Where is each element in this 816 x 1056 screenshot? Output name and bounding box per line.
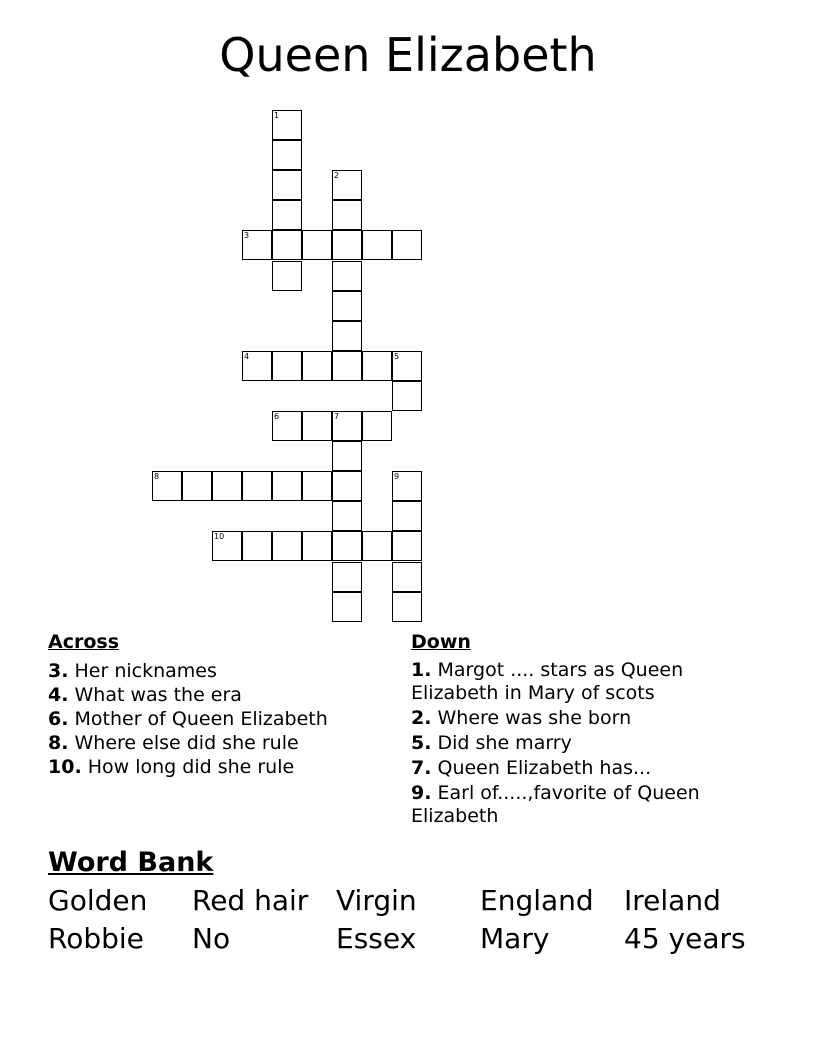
- grid-cell[interactable]: [302, 531, 332, 561]
- down-clue-list: [411, 659, 771, 830]
- grid-cell[interactable]: [272, 140, 302, 170]
- word-bank-item: Ireland: [624, 884, 721, 917]
- grid-cell[interactable]: [212, 531, 242, 561]
- grid-cell[interactable]: [332, 562, 362, 592]
- grid-cell[interactable]: [152, 471, 182, 501]
- grid-cell[interactable]: [332, 501, 362, 531]
- grid-cell[interactable]: [272, 261, 302, 291]
- clue-across-3: 3. Her nicknames: [48, 660, 217, 682]
- clue-down-7: 7. Queen Elizabeth has...: [411, 757, 652, 779]
- grid-cell[interactable]: [272, 471, 302, 501]
- grid-cell[interactable]: [272, 110, 302, 140]
- grid-cell[interactable]: [392, 351, 422, 381]
- grid-cell[interactable]: [332, 411, 362, 441]
- grid-cell[interactable]: [272, 230, 302, 260]
- cell-number: 6: [274, 412, 280, 421]
- grid-cell[interactable]: [392, 230, 422, 260]
- grid-cell[interactable]: [332, 592, 362, 622]
- grid-cell[interactable]: [302, 411, 332, 441]
- grid-cell[interactable]: [332, 351, 362, 381]
- grid-cell[interactable]: [272, 351, 302, 381]
- cell-number: 8: [154, 472, 160, 482]
- clue-across-4: 4. What was the era: [48, 684, 242, 706]
- grid-cell[interactable]: [332, 471, 362, 501]
- clue-across-8: 8. Where else did she rule: [48, 732, 299, 754]
- clue-down-1: 1. Margot .... stars as Queen Elizabeth in Mary of scots: [411, 659, 684, 704]
- grid-cell[interactable]: [362, 230, 392, 260]
- grid-cell[interactable]: [332, 261, 362, 291]
- down-heading: Down: [411, 631, 471, 653]
- grid-cell[interactable]: [242, 351, 272, 381]
- word-bank-item: England: [480, 884, 594, 917]
- clue-across-10: 10. How long did she rule: [48, 756, 295, 778]
- word-bank-item: Mary: [480, 922, 550, 955]
- grid-cell[interactable]: [242, 230, 272, 260]
- clue-down-2: 2. Where was she born: [411, 707, 632, 729]
- cell-number: 1: [274, 111, 280, 120]
- grid-cell[interactable]: [272, 170, 302, 200]
- cell-number: 2: [334, 171, 340, 181]
- grid-cell[interactable]: [392, 471, 422, 501]
- grid-cell[interactable]: [362, 411, 392, 441]
- grid-cell[interactable]: [332, 531, 362, 561]
- cell-number: 3: [244, 231, 250, 241]
- grid-cell[interactable]: [332, 170, 362, 200]
- clue-across-6: 6. Mother of Queen Elizabeth: [48, 708, 328, 730]
- grid-cell[interactable]: [272, 200, 302, 230]
- across-clue-list: [48, 659, 388, 779]
- grid-cell[interactable]: [302, 351, 332, 381]
- grid-cell[interactable]: [332, 291, 362, 321]
- grid-cell[interactable]: [332, 441, 362, 471]
- grid-cell[interactable]: [332, 200, 362, 230]
- cell-number: 10: [214, 532, 225, 542]
- clue-down-9: 9. Earl of.....,favorite of Queen Elizabeth: [411, 782, 700, 827]
- grid-cell[interactable]: [302, 471, 332, 501]
- cell-number: 9: [394, 472, 400, 482]
- grid-cell[interactable]: [392, 381, 422, 411]
- grid-cell[interactable]: [332, 321, 362, 351]
- grid-cell[interactable]: [392, 531, 422, 561]
- grid-cell[interactable]: [272, 411, 302, 441]
- word-bank-item: Golden: [48, 884, 148, 917]
- word-bank-item: Robbie: [48, 922, 144, 955]
- grid-cell[interactable]: [242, 531, 272, 561]
- grid-cell[interactable]: [392, 562, 422, 592]
- grid-cell[interactable]: [332, 230, 362, 260]
- cell-number: 4: [244, 351, 250, 361]
- grid-cell[interactable]: [302, 230, 332, 260]
- grid-cell[interactable]: [362, 351, 392, 381]
- word-bank-heading: Word Bank: [48, 847, 214, 878]
- grid-cell[interactable]: [242, 471, 272, 501]
- grid-cell[interactable]: [362, 531, 392, 561]
- word-bank-item: Red hair: [192, 884, 309, 917]
- word-bank-item: Virgin: [336, 884, 417, 917]
- clue-down-5: 5. Did she marry: [411, 732, 572, 754]
- word-bank-item: Essex: [336, 922, 417, 955]
- across-heading: Across: [48, 631, 120, 653]
- puzzle-title: Queen Elizabeth: [219, 28, 597, 82]
- cell-number: 7: [334, 412, 340, 421]
- grid-cell[interactable]: [182, 471, 212, 501]
- grid-cell[interactable]: [392, 501, 422, 531]
- grid-cell[interactable]: [392, 592, 422, 622]
- grid-cell[interactable]: [212, 471, 242, 501]
- word-bank-item: No: [192, 922, 231, 955]
- word-bank-item: 45 years: [624, 922, 746, 955]
- cell-number: 5: [394, 351, 400, 361]
- grid-cell[interactable]: [272, 531, 302, 561]
